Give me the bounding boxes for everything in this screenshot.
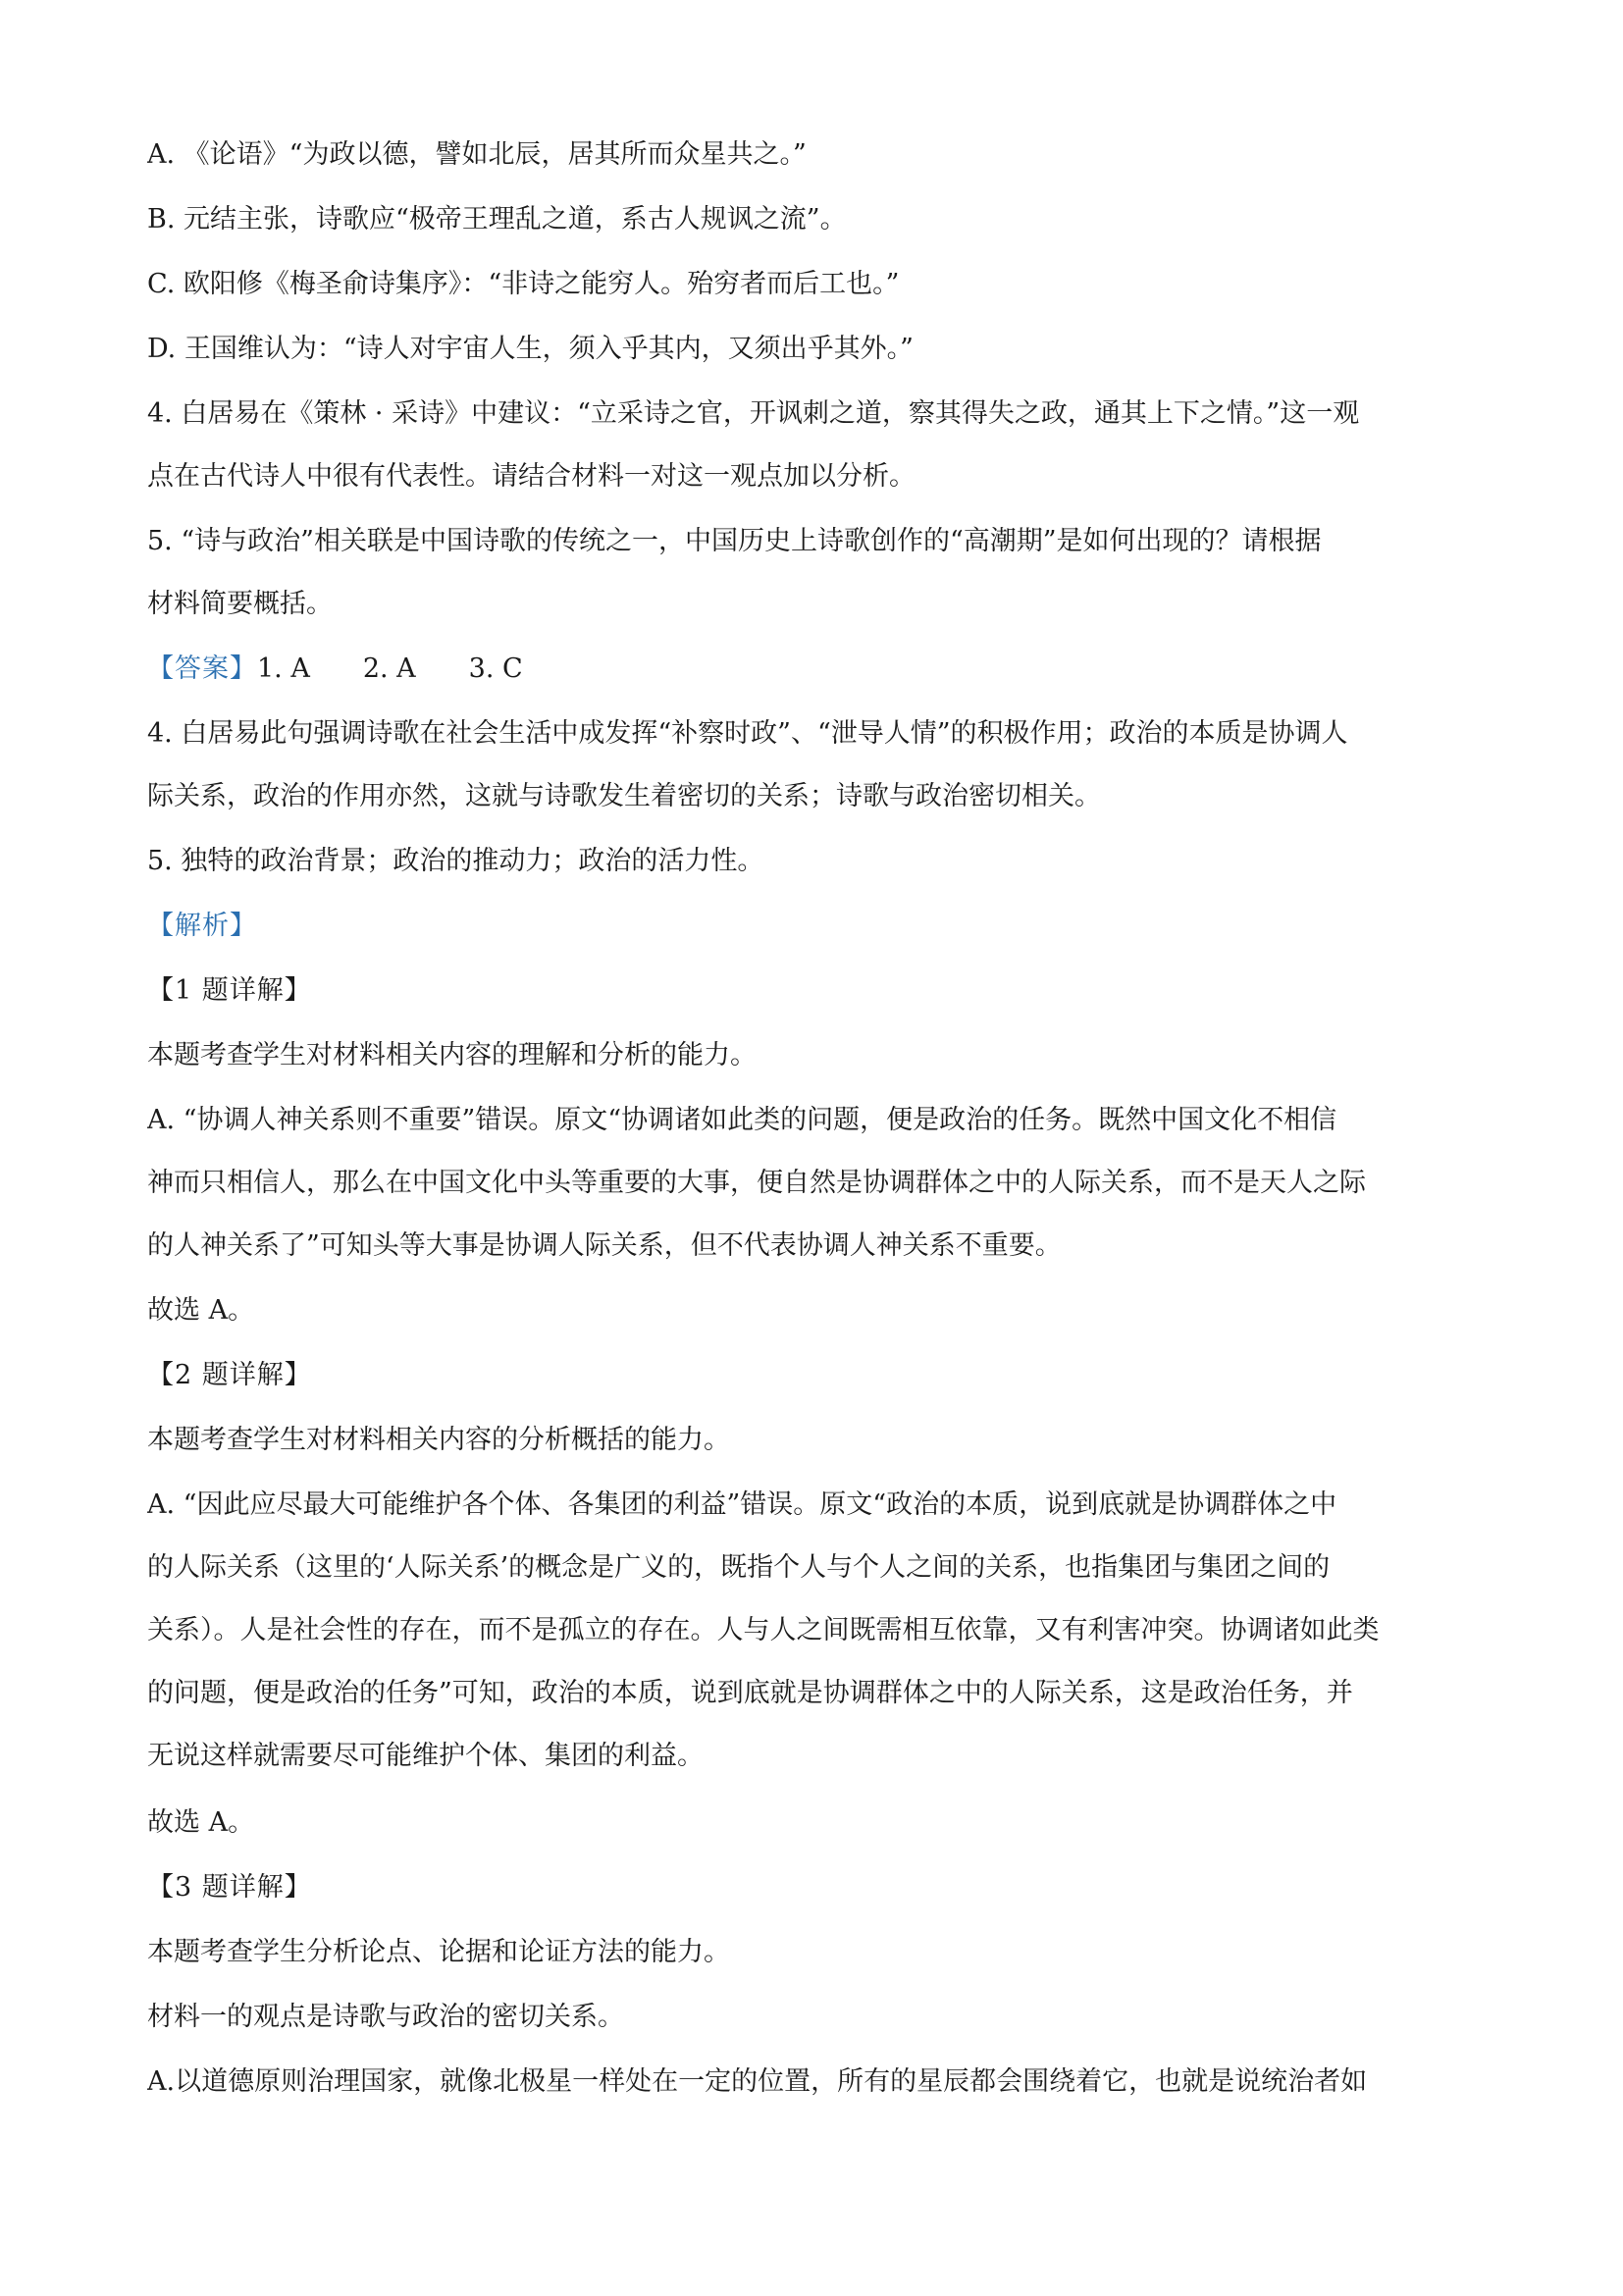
detail-3-para-2: A.以道德原则治理国家，就像北极星一样处在一定的位置，所有的星辰都会围绕着它，也就是说统治者如 (147, 2066, 1368, 2097)
detail-1-intro: 本题考查学生对材料相关内容的理解和分析的能力。 (147, 1040, 757, 1070)
detail-2-para-4: 的问题，便是政治的任务”可知，政治的本质，说到底就是协调群体之中的人际关系，这是政治任务，并 (147, 1678, 1353, 1708)
detail-1-heading: 【1 题详解】 (147, 975, 312, 1006)
detail-2-para-1: A. “因此应尽最大可能维护各个体、各集团的利益”错误。原文“政治的本质，说到底就是协调群体之中 (147, 1489, 1337, 1520)
detail-1-para-3: 的人神关系了”可知头等大事是协调人际关系，但不代表协调人神关系不重要。 (147, 1230, 1062, 1261)
answer-5: 5. 独特的政治背景；政治的推动力；政治的活力性。 (147, 846, 764, 876)
detail-2-para-3: 关系）。人是社会性的存在，而不是孤立的存在。人与人之间既需相互依靠，又有利害冲突。协调诸如此类 (147, 1615, 1380, 1645)
detail-1-para-2: 神而只相信人，那么在中国文化中头等重要的大事，便自然是协调群体之中的人际关系，而不是天人之际 (147, 1168, 1366, 1198)
detail-1-conclusion: 故选 A。 (147, 1295, 255, 1326)
question-5-line-1: 5. “诗与政治”相关联是中国诗歌的传统之一，中国历史上诗歌创作的“高潮期”是如何出现的？请根据 (147, 526, 1322, 556)
detail-2-para-5: 无说这样就需要尽可能维护个体、集团的利益。 (147, 1741, 704, 1771)
question-4-line-1: 4. 白居易在《策林 · 采诗》中建议：“立采诗之官，开讽刺之道，察其得失之政，通其上下之情。”这一观 (147, 398, 1360, 429)
answer-4-line-1: 4. 白居易此句强调诗歌在社会生活中成发挥“补察时政”、“泄导人情”的积极作用；政治的本质是协调人 (147, 718, 1348, 749)
question-4-line-2: 点在古代诗人中很有代表性。请结合材料一对这一观点加以分析。 (147, 461, 916, 492)
detail-2-para-2: 的人际关系（这里的‘人际关系’的概念是广义的，既指个人与个人之间的关系，也指集团与集团之间的 (147, 1552, 1331, 1583)
detail-2-conclusion: 故选 A。 (147, 1807, 255, 1838)
answer-row (147, 650, 1492, 689)
option-a: A. 《论语》“为政以德，譬如北辰，居其所而众星共之。” (147, 139, 807, 170)
detail-2-intro: 本题考查学生对材料相关内容的分析概括的能力。 (147, 1425, 730, 1455)
detail-1-para-1: A. “协调人神关系则不重要”错误。原文“协调诸如此类的问题，便是政治的任务。既然中国文化不相信 (147, 1105, 1337, 1135)
option-d: D. 王国维认为：“诗人对宇宙人生，须入乎其内，又须出乎其外。” (147, 334, 914, 364)
option-c: C. 欧阳修《梅圣俞诗集序》：“非诗之能穷人。殆穷者而后工也。” (147, 269, 900, 299)
answer-label: 【答案】 (147, 653, 257, 684)
detail-3-para-1: 材料一的观点是诗歌与政治的密切关系。 (147, 2002, 624, 2032)
detail-2-heading: 【2 题详解】 (147, 1360, 312, 1390)
question-5-line-2: 材料简要概括。 (147, 589, 333, 619)
answer-choices: 1. A 2. A 3. C (257, 653, 523, 684)
option-b: B. 元结主张，诗歌应“极帝王理乱之道，系古人规讽之流”。 (147, 204, 847, 235)
analysis-label: 【解析】 (147, 911, 257, 941)
detail-3-heading: 【3 题详解】 (147, 1872, 312, 1903)
detail-3-intro: 本题考查学生分析论点、论据和论证方法的能力。 (147, 1937, 730, 1967)
answer-4-line-2: 际关系，政治的作用亦然，这就与诗歌发生着密切的关系；诗歌与政治密切相关。 (147, 781, 1101, 811)
